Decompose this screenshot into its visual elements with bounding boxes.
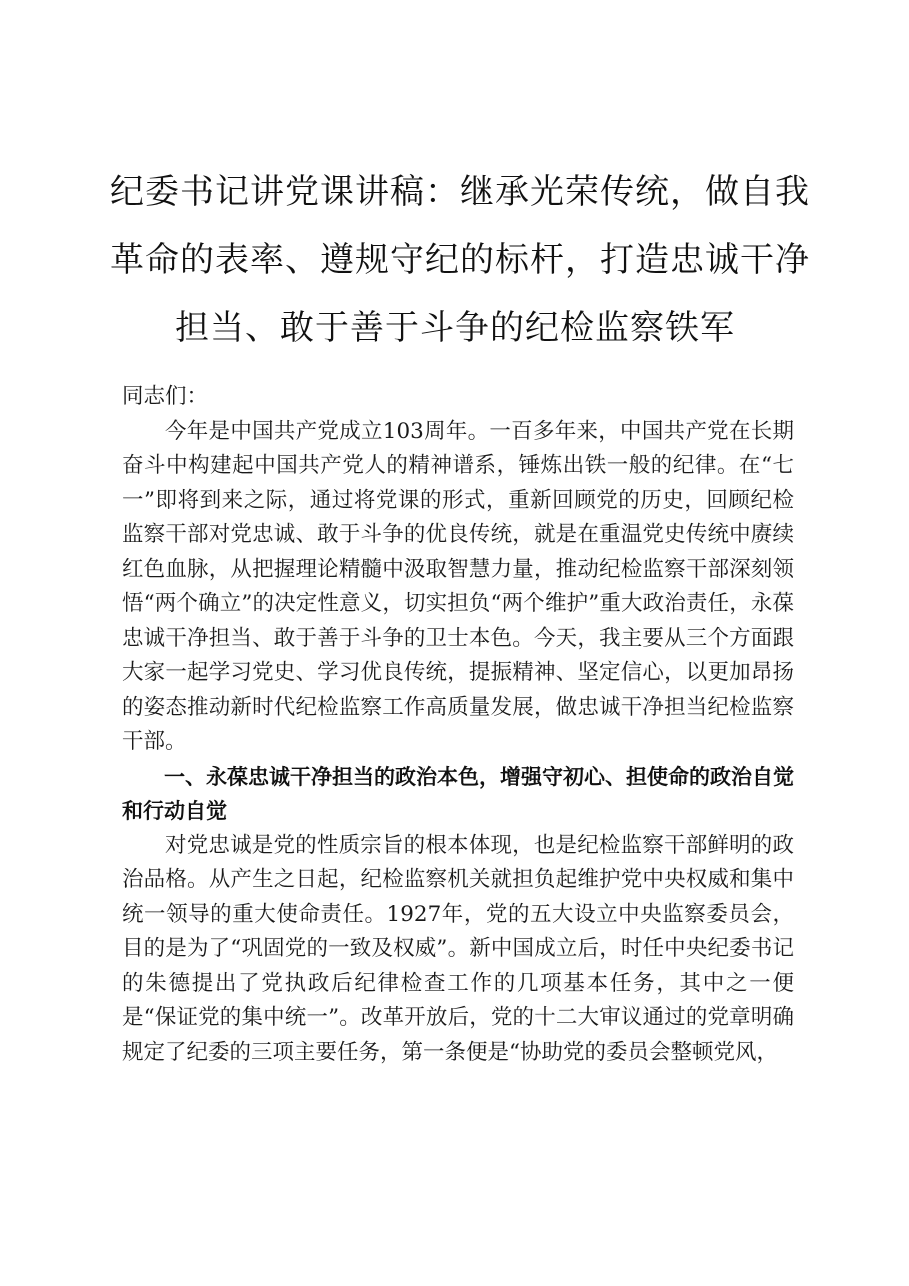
salutation: 同志们： — [122, 384, 209, 409]
title-line-3: 担当、敢于善于斗争的纪检监察铁军 — [175, 308, 735, 348]
section-heading: 一、永葆忠诚干净担当的政治本色，增强守初心、担使命的政治自觉和行动自觉 — [122, 764, 794, 823]
document-body — [122, 380, 794, 1070]
body-paragraph: 对党忠诚是党的性质宗旨的根本体现，也是纪检监察干部鲜明的政治品格。从产生之日起，纪检监察机关就担负起维护党中央权威和集中统一领导的重大使命责任。1927年，党的五大设立中央监察委员会，目的是为了“巩固党的一致及权威”。新中国成立后，时任中央纪委书记的朱德提出了党执政后纪律检查工作的几项基本任务，其中之一便是“保证党的集中统一”。改革开放后，党的十二大审议通过的党章明确规定了纪委的三项主要任务，第一条便是“协助党的委员会整顿党风， — [122, 832, 794, 1065]
title-line-2: 革命的表率、遵规守纪的标杆，打造忠诚干净 — [110, 240, 810, 280]
body-paragraph: 今年是中国共产党成立103周年。一百多年来，中国共产党在长期奋斗中构建起中国共产党人的精神谱系，锤炼出铁一般的纪律。在“七一”即将到来之际，通过将党课的形式，重新回顾党的历史，回顾纪检监察干部对党忠诚、敢于斗争的优良传统，就是在重温党史传统中赓续红色血脉，从把握理论精髓中汲取智慧力量，推动纪检监察干部深刻领悟“两个确立”的决定性意义，切实担负“两个维护”重大政治责任，永葆忠诚干净担当、敢于善于斗争的卫士本色。今天，我主要从三个方面跟大家一起学习党史、学习优良传统，提振精神、坚定信心，以更加昂扬的姿态推动新时代纪检监察工作高质量发展，做忠诚干净担当纪检监察干部。 — [122, 418, 794, 754]
title-line-1: 纪委书记讲党课讲稿：继承光荣传统，做自我 — [110, 172, 810, 212]
document-title — [110, 158, 810, 362]
